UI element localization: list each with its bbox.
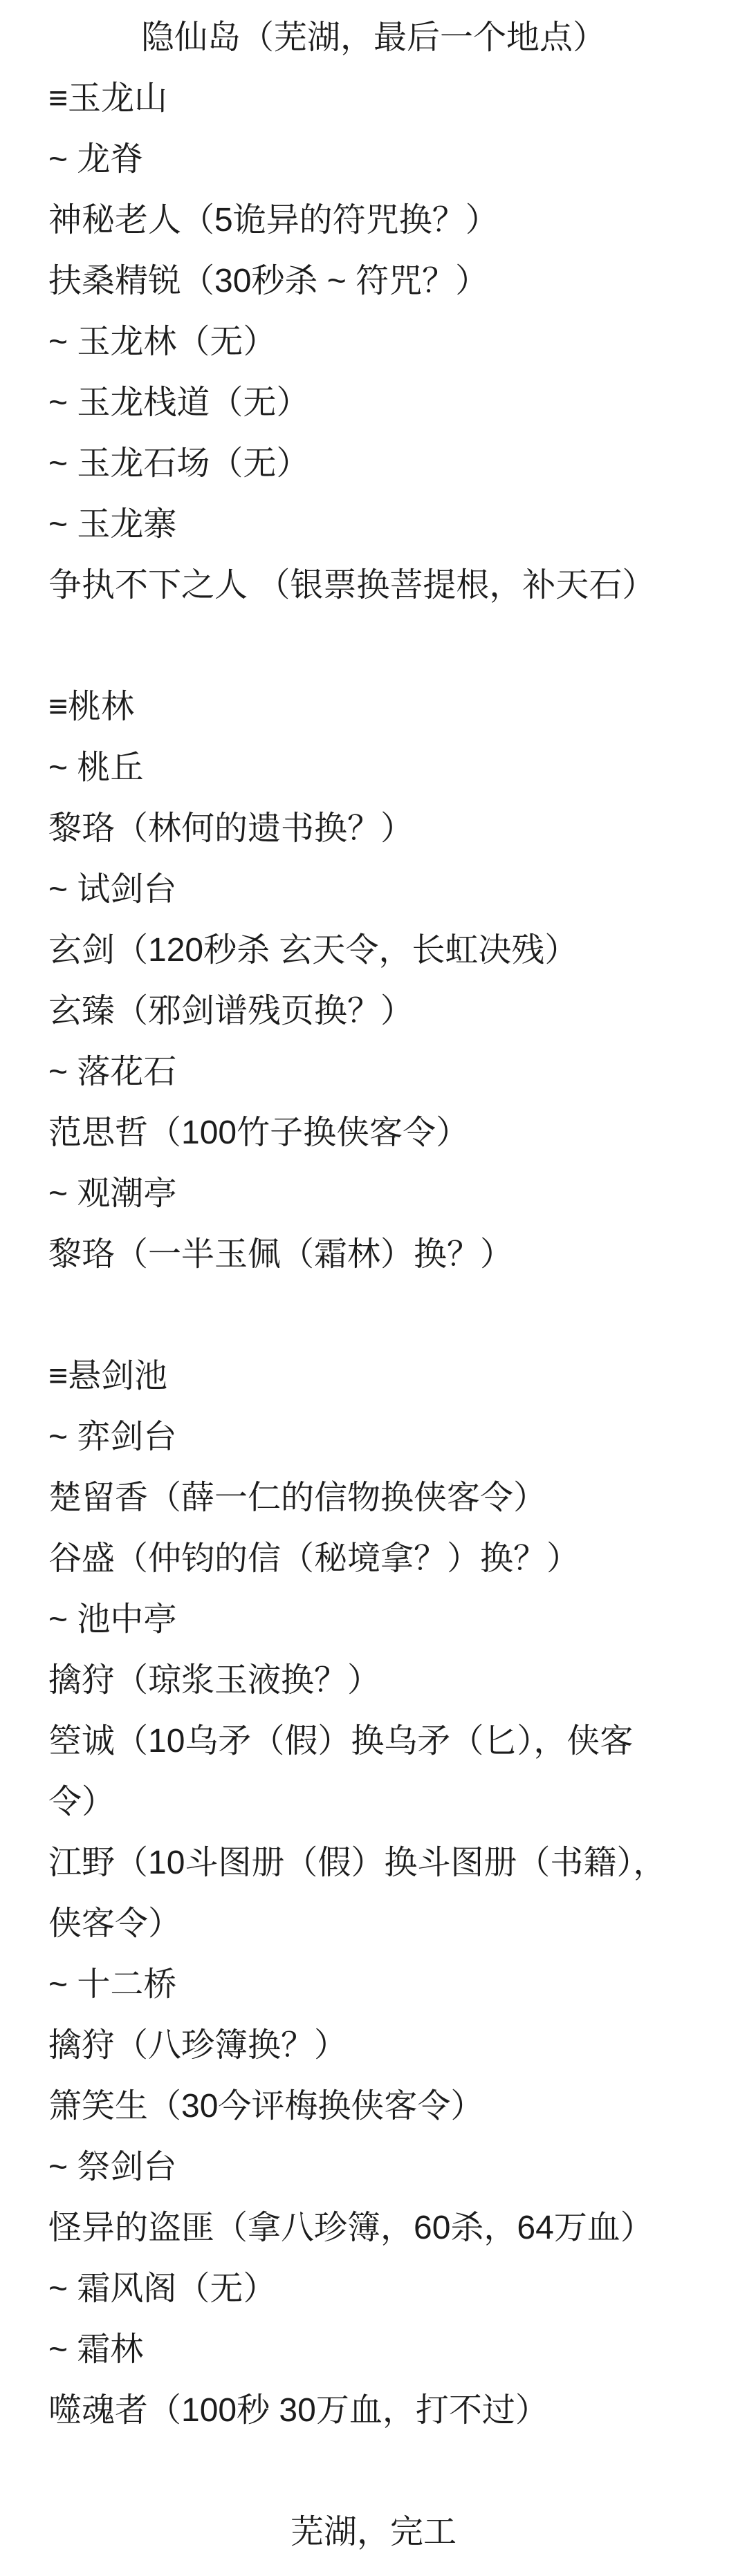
text-line: 令） — [48, 1784, 116, 1820]
text-line: 争执不下之人 （银票换菩提根，补天石） — [48, 567, 656, 604]
page-title: 隐仙岛（芜湖，最后一个地点） — [140, 19, 606, 56]
text-line: 擒狩（琼浆玉液换？） — [48, 1662, 381, 1699]
text-line: 黎珞（一半玉佩（霜林）换？） — [48, 1236, 514, 1273]
text-line: 江野（10斗图册（假）换斗图册（书籍）， — [48, 1845, 667, 1881]
text-line: ~ 落花石 — [48, 1054, 177, 1090]
text-line: 玄剑（120秒杀 玄天令，长虹决残） — [48, 932, 578, 969]
text-line: ~ 玉龙栈道（无） — [48, 384, 310, 421]
text-line: ~ 观潮亭 — [48, 1175, 177, 1212]
text-line: ≡悬剑池 — [48, 1358, 168, 1394]
text-line: ~ 祭剑台 — [48, 2149, 177, 2185]
footer-line: 芜湖，完工 — [290, 2514, 456, 2550]
blank-line — [48, 1285, 699, 1346]
blank-line — [48, 616, 699, 677]
text-lines-container — [48, 8, 699, 2563]
text-line: ~ 玉龙寨 — [48, 506, 177, 543]
text-line: ~ 玉龙石场（无） — [48, 445, 310, 482]
text-line: 怪异的盗匪（拿八珍簿，60杀，64万血） — [48, 2210, 654, 2246]
text-line: 箜诚（10乌矛（假）换乌矛（匕），侠客 — [48, 1723, 634, 1760]
text-line: 范思哲（100竹子换侠客令） — [48, 1114, 470, 1151]
text-line: 箫笑生（30今评梅换侠客令） — [48, 2088, 484, 2125]
text-line: ~ 霜林 — [48, 2331, 144, 2368]
text-line: 神秘老人（5诡异的符咒换？） — [48, 202, 499, 239]
text-line: 谷盛（仲钧的信（秘境拿？）换？） — [48, 1540, 580, 1577]
text-line: ~ 池中亭 — [48, 1601, 177, 1638]
text-line: 玄臻（邪剑谱残页换？） — [48, 993, 414, 1029]
text-line: 楚留香（薛一仁的信物换侠客令） — [48, 1480, 547, 1516]
text-line: ≡玉龙山 — [48, 80, 168, 117]
text-line: ~ 桃丘 — [48, 749, 144, 786]
text-line: 噬魂者（100秒 30万血，打不过） — [48, 2392, 548, 2429]
text-line: 擒狩（八珍簿换？） — [48, 2027, 348, 2064]
text-line: 侠客令） — [48, 1905, 182, 1942]
text-line: 黎珞（林何的遗书换？） — [48, 810, 414, 847]
text-line: ~ 龙脊 — [48, 141, 144, 178]
text-line: 扶桑精锐（30秒杀 ~ 符咒？） — [48, 263, 489, 299]
text-line: ~ 试剑台 — [48, 871, 177, 908]
blank-line — [48, 2441, 699, 2502]
text-line: ~ 玉龙林（无） — [48, 324, 277, 360]
text-line: ~ 弈剑台 — [48, 1419, 177, 1455]
text-line: ≡桃林 — [48, 689, 135, 725]
text-line: ~ 霜风阁（无） — [48, 2270, 277, 2307]
text-line: ~ 十二桥 — [48, 1966, 177, 2003]
